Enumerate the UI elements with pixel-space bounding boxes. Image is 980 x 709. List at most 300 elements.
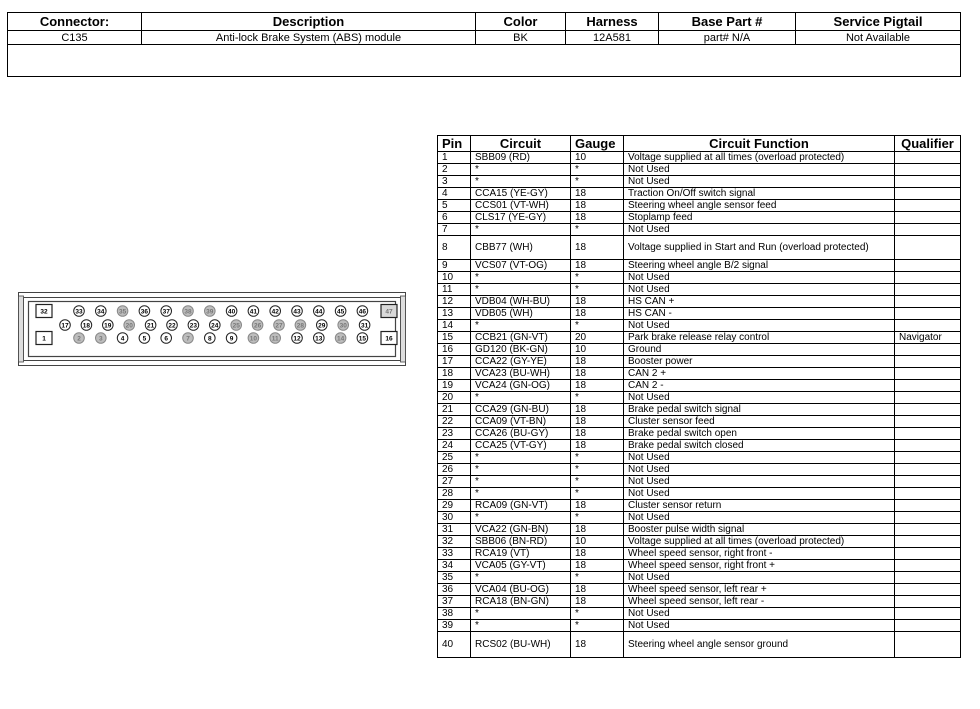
pin-qualifier <box>895 500 961 512</box>
connector-id: C135 <box>8 31 142 45</box>
connector-pin <box>188 320 199 331</box>
pin-circuit: RCA18 (BN-GN) <box>471 596 571 608</box>
pin-qualifier <box>895 344 961 356</box>
connector-pin <box>117 306 128 317</box>
pin-gauge: 18 <box>571 416 624 428</box>
pin-function: Cluster sensor return <box>624 500 895 512</box>
connector-pin <box>36 305 52 318</box>
pin-gauge: 18 <box>571 380 624 392</box>
connector-pin <box>270 306 281 317</box>
pin-function: Not Used <box>624 224 895 236</box>
pin-circuit: VCS07 (VT-OG) <box>471 260 571 272</box>
pin-number: 15 <box>438 332 471 344</box>
pin-row <box>438 224 961 236</box>
pin-number: 27 <box>438 476 471 488</box>
pin-circuit: CCA09 (VT-BN) <box>471 416 571 428</box>
pin-circuit: SBB09 (RD) <box>471 152 571 164</box>
connector-pin <box>335 306 346 317</box>
pin-qualifier <box>895 584 961 596</box>
pin-qualifier <box>895 524 961 536</box>
pin-label: 37 <box>162 308 170 316</box>
pin-label: 38 <box>184 308 192 316</box>
pin-function: Not Used <box>624 488 895 500</box>
connector-pin <box>359 320 370 331</box>
pin-number: 40 <box>438 632 471 658</box>
pin-gauge: 10 <box>571 152 624 164</box>
pin-function: Not Used <box>624 164 895 176</box>
connector-pin <box>381 305 397 318</box>
pin-gauge: 18 <box>571 308 624 320</box>
connector-pin <box>96 306 107 317</box>
pin-circuit: VCA04 (BU-OG) <box>471 584 571 596</box>
pin-label: 41 <box>249 308 258 316</box>
pin-function: Not Used <box>624 572 895 584</box>
pin-gauge: 18 <box>571 356 624 368</box>
pin-circuit: VCA23 (BU-WH) <box>471 368 571 380</box>
pin-number: 7 <box>438 224 471 236</box>
pin-function: Wheel speed sensor, right front + <box>624 560 895 572</box>
pin-label: 42 <box>271 308 279 316</box>
connector-pin <box>231 320 242 331</box>
pin-qualifier <box>895 620 961 632</box>
pin-circuit: CCA15 (YE-GY) <box>471 188 571 200</box>
pin-function: Not Used <box>624 512 895 524</box>
pin-label: 12 <box>293 335 301 343</box>
pin-number: 19 <box>438 380 471 392</box>
connector-pin <box>103 320 114 331</box>
pin-function: Stoplamp feed <box>624 212 895 224</box>
connector-pin <box>270 333 281 344</box>
pin-function: Voltage supplied in Start and Run (overload protected) <box>624 236 895 260</box>
pin-number: 10 <box>438 272 471 284</box>
pin-function: Park brake release relay control <box>624 332 895 344</box>
pin-qualifier <box>895 260 961 272</box>
pin-circuit: CCS01 (VT-WH) <box>471 200 571 212</box>
pin-qualifier <box>895 392 961 404</box>
pin-label: 43 <box>293 308 301 316</box>
pin-number: 3 <box>438 176 471 188</box>
pin-function: Booster pulse width signal <box>624 524 895 536</box>
pin-qualifier <box>895 596 961 608</box>
pin-function: HS CAN + <box>624 296 895 308</box>
pin-qualifier <box>895 452 961 464</box>
pin-label: 6 <box>164 335 169 343</box>
connector-color: BK <box>476 31 566 45</box>
connector-pin <box>226 306 237 317</box>
pin-circuit: * <box>471 320 571 332</box>
pin-qualifier <box>895 164 961 176</box>
pin-label: 31 <box>360 322 369 330</box>
pin-gauge: * <box>571 476 624 488</box>
header-service-pigtail: Service Pigtail <box>796 13 961 31</box>
connector-header-row <box>8 13 961 31</box>
pin-function: Not Used <box>624 620 895 632</box>
pin-row <box>438 260 961 272</box>
connector-pin <box>248 333 259 344</box>
pin-row <box>438 416 961 428</box>
pin-row <box>438 632 961 658</box>
header-base-part: Base Part # <box>659 13 796 31</box>
connector-pin <box>36 332 52 345</box>
pin-gauge: * <box>571 392 624 404</box>
pin-row <box>438 452 961 464</box>
pin-row <box>438 164 961 176</box>
pin-function: Steering wheel angle sensor feed <box>624 200 895 212</box>
pin-number: 20 <box>438 392 471 404</box>
pin-row <box>438 236 961 260</box>
header-description: Description <box>142 13 476 31</box>
pin-gauge: * <box>571 164 624 176</box>
pin-qualifier <box>895 548 961 560</box>
pin-function: Brake pedal switch open <box>624 428 895 440</box>
connector-value-row <box>8 31 961 45</box>
connector-pin <box>205 333 216 344</box>
connector-pin <box>117 333 128 344</box>
connector-pin <box>139 306 150 317</box>
pin-function: Booster power <box>624 356 895 368</box>
pin-label: 27 <box>275 322 283 330</box>
pin-row <box>438 548 961 560</box>
pin-qualifier <box>895 284 961 296</box>
pin-gauge: * <box>571 620 624 632</box>
connector-face-diagram <box>18 292 406 366</box>
pin-label: 13 <box>315 335 323 343</box>
pin-label: 1 <box>42 335 46 343</box>
pin-gauge: 18 <box>571 368 624 380</box>
pin-gauge: 18 <box>571 260 624 272</box>
pin-row <box>438 176 961 188</box>
pin-label: 29 <box>318 322 326 330</box>
pin-number: 32 <box>438 536 471 548</box>
pin-qualifier <box>895 428 961 440</box>
header-color: Color <box>476 13 566 31</box>
pin-function: Wheel speed sensor, left rear + <box>624 584 895 596</box>
pin-circuit: * <box>471 488 571 500</box>
pin-function: Steering wheel angle sensor ground <box>624 632 895 658</box>
pin-gauge: 18 <box>571 188 624 200</box>
pin-function: Brake pedal switch signal <box>624 404 895 416</box>
pin-function: Wheel speed sensor, right front - <box>624 548 895 560</box>
connector-pin <box>335 333 346 344</box>
pin-qualifier <box>895 320 961 332</box>
pin-number: 5 <box>438 200 471 212</box>
pin-qualifier <box>895 380 961 392</box>
connector-pin <box>167 320 178 331</box>
pin-gauge: 18 <box>571 584 624 596</box>
pin-number: 11 <box>438 284 471 296</box>
pin-number: 26 <box>438 464 471 476</box>
blank-cell <box>8 45 961 77</box>
pin-label: 30 <box>339 322 347 330</box>
pin-gauge: 18 <box>571 632 624 658</box>
pin-circuit: * <box>471 176 571 188</box>
pin-circuit: CCA25 (VT-GY) <box>471 440 571 452</box>
pin-qualifier <box>895 536 961 548</box>
connector-pin <box>145 320 156 331</box>
pin-row <box>438 584 961 596</box>
connector-pin <box>292 306 303 317</box>
header-connector: Connector: <box>8 13 142 31</box>
pin-label: 4 <box>120 335 125 343</box>
pin-gauge: 10 <box>571 344 624 356</box>
pin-circuit: * <box>471 572 571 584</box>
pin-number: 39 <box>438 620 471 632</box>
pin-label: 2 <box>77 335 81 343</box>
pin-gauge: 18 <box>571 596 624 608</box>
pin-label: 15 <box>358 335 367 343</box>
pin-header-row <box>438 136 961 152</box>
pin-qualifier <box>895 356 961 368</box>
pin-label: 20 <box>125 322 133 330</box>
pin-label: 11 <box>271 335 279 343</box>
pin-gauge: * <box>571 488 624 500</box>
pin-row <box>438 284 961 296</box>
pin-number: 18 <box>438 368 471 380</box>
pin-row <box>438 488 961 500</box>
pin-circuit: RCA09 (GN-VT) <box>471 500 571 512</box>
pin-circuit: VDB05 (WH) <box>471 308 571 320</box>
connector-pin <box>274 320 285 331</box>
pin-number: 21 <box>438 404 471 416</box>
pin-label: 3 <box>98 335 103 343</box>
pin-label: 9 <box>229 335 234 343</box>
pin-row <box>438 464 961 476</box>
connector-pin <box>161 333 172 344</box>
pin-number: 2 <box>438 164 471 176</box>
pin-number: 37 <box>438 596 471 608</box>
connector-blank-row <box>8 45 961 77</box>
pin-circuit: * <box>471 476 571 488</box>
pin-qualifier <box>895 560 961 572</box>
pin-function: Cluster sensor feed <box>624 416 895 428</box>
connector-pin <box>295 320 306 331</box>
pin-number: 38 <box>438 608 471 620</box>
pin-label: 19 <box>104 322 112 330</box>
pin-qualifier <box>895 212 961 224</box>
pin-row <box>438 368 961 380</box>
pin-circuit: * <box>471 464 571 476</box>
pin-label: 8 <box>207 335 212 343</box>
pin-function: Not Used <box>624 272 895 284</box>
pin-label: 28 <box>296 322 305 330</box>
pin-number: 6 <box>438 212 471 224</box>
header-pin: Pin <box>438 136 471 152</box>
pin-qualifier <box>895 296 961 308</box>
connector-pin <box>96 333 107 344</box>
connector-pin <box>292 333 303 344</box>
pin-label: 16 <box>385 335 393 343</box>
pin-gauge: 20 <box>571 332 624 344</box>
pin-circuit: * <box>471 392 571 404</box>
connector-pin <box>357 306 368 317</box>
pin-row <box>438 332 961 344</box>
pin-label: 18 <box>82 322 91 330</box>
pin-label: 35 <box>118 308 127 316</box>
header-harness: Harness <box>566 13 659 31</box>
pin-gauge: * <box>571 512 624 524</box>
header-circuit: Circuit <box>471 136 571 152</box>
pin-gauge: 18 <box>571 440 624 452</box>
pin-row <box>438 476 961 488</box>
connector-pin <box>139 333 150 344</box>
pin-function: Voltage supplied at all times (overload protected) <box>624 536 895 548</box>
pin-row <box>438 512 961 524</box>
pin-function: Not Used <box>624 320 895 332</box>
connector-pin <box>210 320 221 331</box>
pin-gauge: * <box>571 608 624 620</box>
pin-qualifier <box>895 632 961 658</box>
pin-circuit: RCA19 (VT) <box>471 548 571 560</box>
connector-pin <box>74 306 85 317</box>
pin-qualifier <box>895 236 961 260</box>
pin-number: 36 <box>438 584 471 596</box>
pin-gauge: * <box>571 284 624 296</box>
pin-qualifier <box>895 404 961 416</box>
pin-circuit: CBB77 (WH) <box>471 236 571 260</box>
pin-circuit: CCA26 (BU-GY) <box>471 428 571 440</box>
pin-function: Not Used <box>624 284 895 296</box>
pin-circuit: * <box>471 284 571 296</box>
connector-pin <box>124 320 135 331</box>
pin-function: CAN 2 + <box>624 368 895 380</box>
pin-label: 22 <box>168 322 176 330</box>
pin-qualifier <box>895 368 961 380</box>
pin-qualifier <box>895 608 961 620</box>
pin-function: Ground <box>624 344 895 356</box>
pin-gauge: 18 <box>571 524 624 536</box>
pin-table <box>437 135 961 658</box>
pin-qualifier <box>895 476 961 488</box>
pin-circuit: VCA24 (GN-OG) <box>471 380 571 392</box>
connector-description: Anti-lock Brake System (ABS) module <box>142 31 476 45</box>
connector-base-part: part# N/A <box>659 31 796 45</box>
pin-number: 22 <box>438 416 471 428</box>
pin-gauge: 10 <box>571 536 624 548</box>
pin-row <box>438 620 961 632</box>
pin-label: 39 <box>206 308 214 316</box>
pin-qualifier <box>895 416 961 428</box>
pin-qualifier <box>895 440 961 452</box>
pin-number: 13 <box>438 308 471 320</box>
pin-function: Not Used <box>624 176 895 188</box>
header-circuit-function: Circuit Function <box>624 136 895 152</box>
pin-qualifier <box>895 512 961 524</box>
connector-pin <box>60 320 71 331</box>
pin-label: 7 <box>186 335 190 343</box>
pin-number: 30 <box>438 512 471 524</box>
pin-qualifier <box>895 224 961 236</box>
pin-function: Not Used <box>624 608 895 620</box>
pin-function: Not Used <box>624 476 895 488</box>
pin-number: 25 <box>438 452 471 464</box>
pin-qualifier <box>895 152 961 164</box>
pin-circuit: * <box>471 224 571 236</box>
pin-function: HS CAN - <box>624 308 895 320</box>
pin-row <box>438 500 961 512</box>
pin-gauge: 18 <box>571 212 624 224</box>
connector-pin <box>317 320 328 331</box>
pin-gauge: 18 <box>571 500 624 512</box>
pin-gauge: * <box>571 176 624 188</box>
pin-number: 12 <box>438 296 471 308</box>
connector-service-pigtail: Not Available <box>796 31 961 45</box>
pin-number: 1 <box>438 152 471 164</box>
pin-qualifier <box>895 464 961 476</box>
pin-qualifier <box>895 572 961 584</box>
connector-pin <box>314 306 325 317</box>
connector-pin <box>381 332 397 345</box>
pin-row <box>438 608 961 620</box>
pin-row <box>438 356 961 368</box>
pin-number: 35 <box>438 572 471 584</box>
pin-circuit: * <box>471 608 571 620</box>
pin-gauge: 18 <box>571 428 624 440</box>
header-qualifier: Qualifier <box>895 136 961 152</box>
pin-gauge: 18 <box>571 236 624 260</box>
pin-row <box>438 536 961 548</box>
connector-pin <box>252 320 263 331</box>
pin-qualifier <box>895 272 961 284</box>
pin-circuit: VCA05 (GY-VT) <box>471 560 571 572</box>
connector-pin <box>183 306 194 317</box>
pin-number: 33 <box>438 548 471 560</box>
pin-number: 16 <box>438 344 471 356</box>
pin-circuit: * <box>471 164 571 176</box>
pin-function: Wheel speed sensor, left rear - <box>624 596 895 608</box>
pin-number: 17 <box>438 356 471 368</box>
pin-gauge: * <box>571 572 624 584</box>
pin-row <box>438 404 961 416</box>
pin-circuit: SBB06 (BN-RD) <box>471 536 571 548</box>
pin-number: 14 <box>438 320 471 332</box>
connector-pin <box>314 333 325 344</box>
pin-circuit: * <box>471 272 571 284</box>
pin-row <box>438 320 961 332</box>
pin-circuit: CCA22 (GY-YE) <box>471 356 571 368</box>
pin-label: 10 <box>249 335 258 343</box>
pin-number: 23 <box>438 428 471 440</box>
pin-number: 29 <box>438 500 471 512</box>
pin-gauge: 18 <box>571 560 624 572</box>
pin-row <box>438 212 961 224</box>
pin-row <box>438 152 961 164</box>
header-gauge: Gauge <box>571 136 624 152</box>
pin-row <box>438 188 961 200</box>
pin-row <box>438 524 961 536</box>
pin-label: 32 <box>40 308 48 316</box>
connector-info-table <box>7 12 961 77</box>
connector-pin <box>74 333 85 344</box>
pin-number: 9 <box>438 260 471 272</box>
pin-function: CAN 2 - <box>624 380 895 392</box>
pin-circuit: * <box>471 512 571 524</box>
pin-label: 36 <box>140 308 149 316</box>
pin-qualifier <box>895 488 961 500</box>
pin-function: Voltage supplied at all times (overload protected) <box>624 152 895 164</box>
pin-circuit: RCS02 (BU-WH) <box>471 632 571 658</box>
pin-gauge: * <box>571 464 624 476</box>
pin-row <box>438 572 961 584</box>
pin-row <box>438 200 961 212</box>
pin-label: 14 <box>336 335 345 343</box>
pin-row <box>438 560 961 572</box>
pin-gauge: * <box>571 320 624 332</box>
pin-label: 46 <box>358 308 367 316</box>
pin-gauge: 18 <box>571 200 624 212</box>
connector-pin <box>205 306 216 317</box>
pin-number: 34 <box>438 560 471 572</box>
pin-row <box>438 440 961 452</box>
